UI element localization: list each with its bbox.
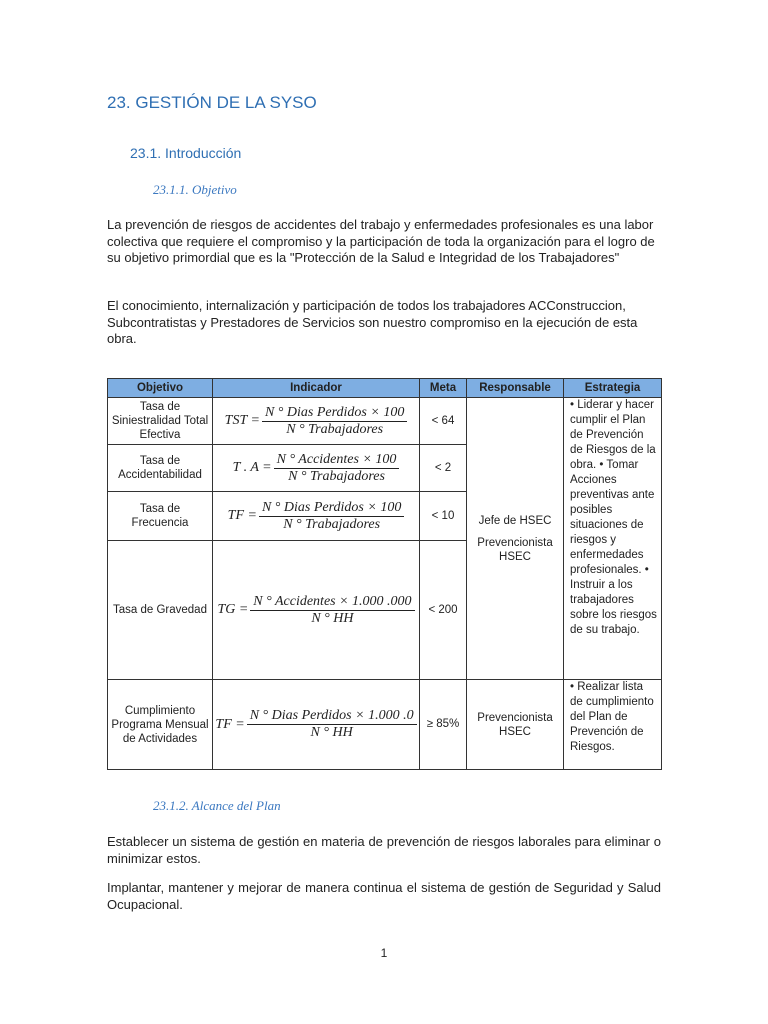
formula-denominator: N ° Trabajadores xyxy=(286,421,384,437)
objetivo-cell: Tasa de Accidentabilidad xyxy=(108,445,213,492)
formula-fraction xyxy=(247,708,417,741)
formula-lhs: TF = xyxy=(215,716,245,732)
formula xyxy=(215,452,417,485)
formula-lhs: T . A = xyxy=(232,460,272,475)
objetivo-cell: Tasa de Gravedad xyxy=(108,541,213,680)
indicador-cell xyxy=(213,541,420,680)
objetivo-cell: Tasa de Siniestralidad Total Efectiva xyxy=(108,398,213,445)
meta-cell: < 10 xyxy=(420,492,467,541)
responsable-cell: Prevencionista HSEC xyxy=(467,680,564,770)
header-responsable: Responsable xyxy=(467,379,564,398)
indicador-cell xyxy=(213,398,420,445)
formula-numerator: N ° Accidentes × 1.000 .000 xyxy=(250,594,414,611)
responsable-line: Prevencionista HSEC xyxy=(477,536,553,563)
formula-fraction xyxy=(250,594,414,627)
header-meta: Meta xyxy=(420,379,467,398)
table-row xyxy=(108,680,662,770)
formula-denominator: N ° HH xyxy=(310,725,353,740)
formula-fraction xyxy=(259,500,404,533)
estrategia-cell: • Realizar lista de cumplimiento del Plan de Prevención de Riesgos. xyxy=(564,680,662,770)
header-objetivo: Objetivo xyxy=(108,379,213,398)
formula-numerator: N ° Dias Perdidos × 1.000 .0 xyxy=(247,708,417,725)
paragraph-alcance-2: Implantar, mantener y mejorar de manera continua el sistema de gestión de Seguridad y Salud Ocupacional. xyxy=(107,880,661,912)
paragraph-alcance-1: Establecer un sistema de gestión en materia de prevención de riesgos laborales para eliminar o minimizar estos. xyxy=(107,834,661,866)
formula-denominator: N ° Trabajadores xyxy=(283,516,381,532)
header-indicador: Indicador xyxy=(213,379,420,398)
formula-denominator: N ° Trabajadores xyxy=(288,468,385,484)
page-number: 1 xyxy=(380,946,388,960)
indicador-cell xyxy=(213,680,420,770)
objetivo-cell: Cumplimiento Programa Mensual de Actividades xyxy=(108,680,213,770)
subsubsection-heading-objetivo: 23.1.1. Objetivo xyxy=(153,182,237,197)
formula xyxy=(215,500,417,533)
formula-lhs: TF = xyxy=(227,508,257,523)
formula-lhs: TG = xyxy=(217,602,249,617)
indicators-table xyxy=(107,378,662,770)
meta-cell: < 2 xyxy=(420,445,467,492)
formula xyxy=(215,594,417,627)
responsable-cell xyxy=(467,398,564,680)
table-header-row xyxy=(108,379,662,398)
paragraph-intro: La prevención de riesgos de accidentes del trabajo y enfermedades profesionales es una labor colectiva que requiere el compromiso y la participación de toda la organización para el logro de su objetivo primordial que es la "Protección de la Salud e Integridad de los Trabajadores" xyxy=(107,217,655,265)
formula-fraction xyxy=(274,452,400,485)
formula-fraction xyxy=(262,405,407,438)
responsable-line: Jefe de HSEC xyxy=(478,514,552,527)
paragraph-compromiso: El conocimiento, internalización y participación de todos los trabajadores ACConstruccion, Subcontratistas y Prestadores de Servicios son nuestro compromiso en la ejecución de esta obra. xyxy=(107,298,638,346)
formula-denominator: N ° HH xyxy=(311,610,354,626)
indicador-cell xyxy=(213,492,420,541)
meta-cell: ≥ 85% xyxy=(420,680,467,770)
subsection-heading: 23.1. Introducción xyxy=(130,145,242,161)
estrategia-cell: • Liderar y hacer cumplir el Plan de Prevención de Riesgos de la obra. • Tomar Acciones preventivas ante posibles situaciones de riesgos y enfermedades profesionales. • Instruir a los trabajadores sobre los riesgos de su trabajo. xyxy=(564,398,662,680)
formula-numerator: N ° Dias Perdidos × 100 xyxy=(262,405,407,422)
meta-cell: < 64 xyxy=(420,398,467,445)
indicador-cell xyxy=(213,445,420,492)
header-estrategia: Estrategia xyxy=(564,379,662,398)
table-row xyxy=(108,398,662,445)
meta-cell: < 200 xyxy=(420,541,467,680)
formula-numerator: N ° Accidentes × 100 xyxy=(274,452,400,469)
formula-numerator: N ° Dias Perdidos × 100 xyxy=(259,500,404,517)
objetivo-cell: Tasa de Frecuencia xyxy=(108,492,213,541)
formula-lhs: TST = xyxy=(224,413,260,428)
formula xyxy=(215,708,417,741)
section-heading: 23. GESTIÓN DE LA SYSO xyxy=(107,93,317,112)
formula xyxy=(215,405,417,438)
subsubsection-heading-alcance: 23.1.2. Alcance del Plan xyxy=(153,798,281,813)
